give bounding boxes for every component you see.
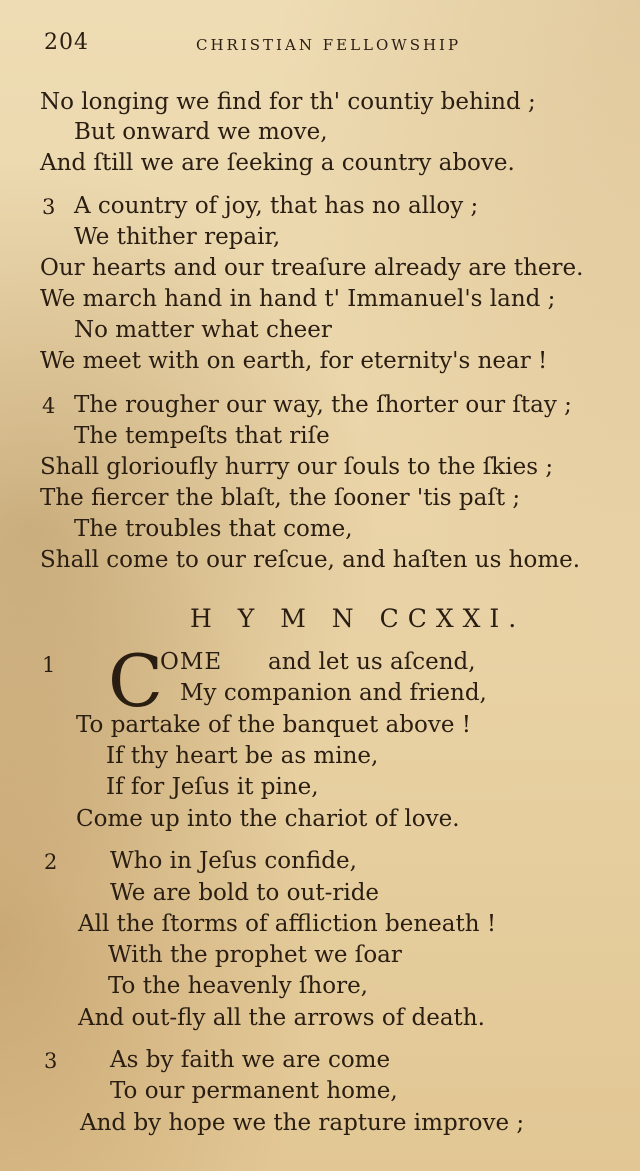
verse-line: We are bold to out-ride <box>110 880 380 906</box>
verse-line: But onward we move, <box>74 119 328 145</box>
verse-line: With the prophet we ſoar <box>108 942 402 968</box>
verse-line: To the heavenly ſhore, <box>108 973 368 999</box>
stanza-number: 3 <box>42 195 56 219</box>
verse-line: As by faith we are come <box>110 1047 391 1073</box>
verse-line: And by hope we the rapture improve ; <box>80 1110 525 1136</box>
verse-line: To our permanent home, <box>110 1078 398 1104</box>
verse-line: All the ſtorms of affliction beneath ! <box>78 911 497 937</box>
verse-line: Shall glorioufly hurry our ſouls to the ſkies ; <box>40 454 554 480</box>
page-header <box>44 30 604 60</box>
verse-line: If for Jeſus it pine, <box>106 774 319 800</box>
verse-line: A country of joy, that has no alloy ; <box>74 193 479 219</box>
verse-line: And out-fly all the arrows of death. <box>78 1005 485 1031</box>
verse-line: Our hearts and our treaſure already are there. <box>40 255 584 281</box>
page-number: 204 <box>44 30 89 55</box>
verse-line: Come up into the chariot of love. <box>76 806 460 832</box>
stanza-number: 4 <box>42 394 56 418</box>
first-word-rest: OME <box>160 649 223 675</box>
verse-line: To partake of the banquet above ! <box>76 712 471 738</box>
verse-line: The fiercer the blaſt, the ſooner 'tis paſt ; <box>40 485 521 511</box>
drop-cap: C <box>108 639 164 723</box>
verse-line: No longing we find for th' countiy behind ; <box>40 89 536 115</box>
verse-line: My companion and friend, <box>180 680 487 706</box>
verse-line: We march hand in hand t' Immanuel's land ; <box>40 286 556 312</box>
stanza-number: 3 <box>44 1049 58 1073</box>
verse-line: The troubles that come, <box>74 516 353 542</box>
verse-line: and let us aſcend, <box>268 649 476 675</box>
stanza-number: 2 <box>44 850 58 874</box>
verse-line: The rougher our way, the ſhorter our ſtay ; <box>74 392 572 418</box>
verse-line: We meet with on earth, for eternity's near ! <box>40 348 548 374</box>
verse-line: Who in Jeſus confide, <box>110 848 357 874</box>
verse-line: We thither repair, <box>74 224 281 250</box>
hymn-title: H Y M N CCXXI. <box>190 604 526 633</box>
stanza-number: 1 <box>42 653 56 677</box>
verse-line: If thy heart be as mine, <box>106 743 379 769</box>
verse-line: The tempeſts that riſe <box>74 423 330 449</box>
verse-line: No matter what cheer <box>74 317 332 343</box>
verse-line: Shall come to our reſcue, and haſten us home. <box>40 547 581 573</box>
verse-line: And ſtill we are ſeeking a country above. <box>40 150 515 176</box>
running-head: CHRISTIAN FELLOWSHIP <box>196 36 462 54</box>
